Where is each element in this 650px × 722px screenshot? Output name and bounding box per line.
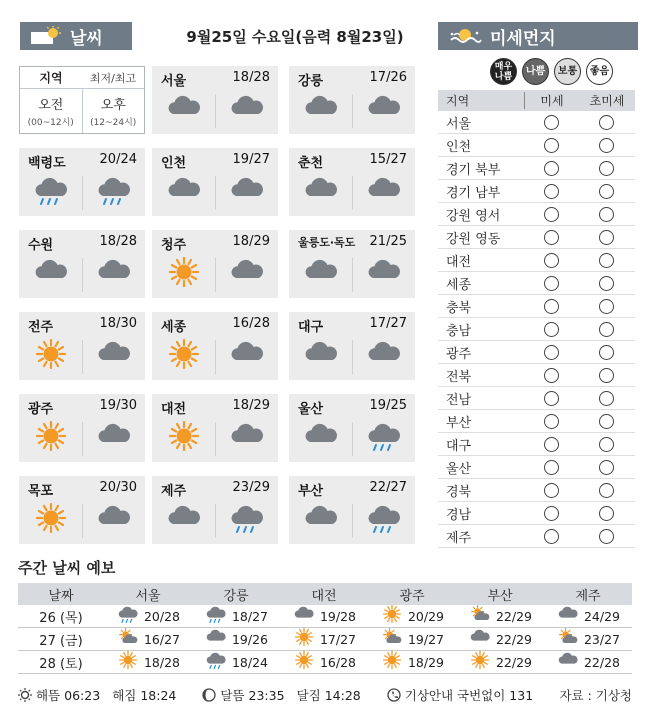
pm25-circle-icon xyxy=(599,368,614,383)
weekly-city-header: 대전 xyxy=(311,588,337,604)
pm25-circle-icon xyxy=(599,253,614,268)
city-temp: 16/28 xyxy=(232,316,270,331)
legend-temp-label: 최저/최고 xyxy=(89,71,137,85)
pm10-circle-icon xyxy=(544,230,559,245)
city-card xyxy=(152,312,278,380)
pm10-circle-icon xyxy=(544,161,559,176)
dust-row xyxy=(438,456,635,479)
cloud-icon xyxy=(364,175,404,209)
sunrise-label: 해뜸 xyxy=(36,688,61,703)
dust-head-region: 지역 xyxy=(446,94,470,108)
dust-region: 경북 xyxy=(446,484,472,500)
cloud-icon xyxy=(301,175,341,209)
dust-region: 강원 영서 xyxy=(446,208,501,224)
city-name: 전주 xyxy=(28,320,54,335)
cloud-icon xyxy=(227,257,267,291)
sunset-time: 18:24 xyxy=(140,687,177,703)
city-name: 백령도 xyxy=(28,156,66,171)
dust-table xyxy=(438,90,635,548)
city-temp: 19/25 xyxy=(369,398,407,413)
dust-region: 충남 xyxy=(446,323,472,339)
weekly-temp: 18/29 xyxy=(407,654,445,670)
city-temp: 19/30 xyxy=(99,398,137,413)
weekly-row xyxy=(18,605,632,628)
dust-region: 강원 영동 xyxy=(446,231,501,247)
city-card xyxy=(19,394,145,462)
city-temp: 17/26 xyxy=(369,70,407,85)
city-card xyxy=(289,66,415,134)
pm10-circle-icon xyxy=(544,460,559,475)
weather-header-title: 날씨 xyxy=(70,28,103,49)
cloud-icon xyxy=(556,605,580,627)
dust-region: 대구 xyxy=(446,438,472,454)
dust-region: 전남 xyxy=(446,392,472,408)
dust-row xyxy=(438,502,635,525)
pm25-circle-icon xyxy=(599,460,614,475)
city-card xyxy=(289,394,415,462)
city-name: 대구 xyxy=(298,320,324,335)
weekly-temp: 19/27 xyxy=(407,631,445,647)
city-temp: 18/29 xyxy=(232,234,270,249)
dust-row xyxy=(438,111,635,134)
city-temp: 18/28 xyxy=(232,70,270,85)
phone-icon xyxy=(387,688,401,702)
city-temp: 18/30 xyxy=(99,316,137,331)
dust-row xyxy=(438,364,635,387)
weekly-temp: 17/27 xyxy=(319,631,357,647)
dust-table-header xyxy=(438,90,635,111)
dust-region: 경남 xyxy=(446,507,472,523)
dust-region: 충북 xyxy=(446,300,472,316)
dust-row xyxy=(438,479,635,502)
weekly-row xyxy=(18,651,632,674)
dust-level-legend xyxy=(490,58,613,85)
pm10-circle-icon xyxy=(544,207,559,222)
pm25-circle-icon xyxy=(599,437,614,452)
city-temp: 18/28 xyxy=(99,234,137,249)
sun-icon xyxy=(468,651,492,673)
dust-region: 경기 북부 xyxy=(446,162,501,178)
legend-pm-label: 오후 xyxy=(100,98,126,113)
dust-header-icon xyxy=(448,26,482,46)
cloud-icon xyxy=(94,257,134,291)
moonset-label: 달짐 xyxy=(296,688,321,703)
sun-icon xyxy=(31,339,71,373)
city-temp: 23/29 xyxy=(232,480,270,495)
weather-info-line: 기상안내 국번없이 131 xyxy=(404,688,534,703)
dust-region: 울산 xyxy=(446,461,472,477)
weekly-table xyxy=(18,583,632,674)
weekly-temp: 18/27 xyxy=(231,608,269,624)
dust-region: 인천 xyxy=(446,139,472,155)
cloud-icon xyxy=(94,503,134,537)
weekly-city-header: 서울 xyxy=(135,588,161,604)
city-temp: 20/30 xyxy=(99,480,137,495)
cloud-icon xyxy=(301,503,341,537)
pm25-circle-icon xyxy=(599,115,614,130)
legend-am-label: 오전 xyxy=(38,98,64,113)
sunrise-time: 06:23 xyxy=(64,687,101,703)
city-temp: 20/24 xyxy=(99,152,137,167)
sun-icon xyxy=(164,339,204,373)
city-name: 광주 xyxy=(28,402,54,417)
weather-header xyxy=(20,22,132,50)
weekly-temp: 18/24 xyxy=(231,654,269,670)
pm10-circle-icon xyxy=(544,276,559,291)
city-name: 청주 xyxy=(161,238,187,253)
city-name: 목포 xyxy=(28,484,54,499)
cloud-icon xyxy=(292,605,316,627)
pm25-circle-icon xyxy=(599,483,614,498)
weekly-temp: 22/29 xyxy=(495,631,533,647)
cloud-icon xyxy=(301,421,341,455)
city-temp: 15/27 xyxy=(369,152,407,167)
dust-row xyxy=(438,387,635,410)
cloud-icon xyxy=(227,175,267,209)
weekly-temp: 20/28 xyxy=(143,608,181,624)
cloud-icon xyxy=(468,628,492,650)
dust-row xyxy=(438,318,635,341)
pm10-circle-icon xyxy=(544,253,559,268)
moonrise-time: 23:35 xyxy=(248,687,285,703)
cloud-icon xyxy=(204,628,228,650)
sun-icon xyxy=(380,651,404,673)
sun-cloud-icon xyxy=(116,628,140,650)
cloud-icon xyxy=(227,93,267,127)
city-card xyxy=(19,476,145,544)
sun-cloud-icon xyxy=(380,628,404,650)
cloud-icon xyxy=(31,257,71,291)
weekly-date: 27 (금) xyxy=(39,633,83,649)
sun-icon xyxy=(164,257,204,291)
pm25-circle-icon xyxy=(599,184,614,199)
weekly-temp: 22/29 xyxy=(495,608,533,624)
sun-icon xyxy=(31,503,71,537)
weekly-temp: 18/28 xyxy=(143,654,181,670)
city-name: 강릉 xyxy=(298,74,324,89)
pm25-circle-icon xyxy=(599,414,614,429)
dust-row xyxy=(438,157,635,180)
dust-row xyxy=(438,525,635,548)
city-card xyxy=(289,312,415,380)
pm10-circle-icon xyxy=(544,414,559,429)
dust-level-badge: 매우 나쁨 xyxy=(490,58,517,85)
dust-region: 부산 xyxy=(446,415,472,431)
city-temp: 19/27 xyxy=(232,152,270,167)
sun-icon xyxy=(116,651,140,673)
rain-cloud-icon xyxy=(204,651,228,673)
city-temp: 21/25 xyxy=(369,234,407,249)
weekly-date: 26 (목) xyxy=(39,610,83,626)
weekly-temp: 16/28 xyxy=(319,654,357,670)
pm25-circle-icon xyxy=(599,230,614,245)
city-name: 서울 xyxy=(161,74,187,89)
city-temp: 18/29 xyxy=(232,398,270,413)
pm10-circle-icon xyxy=(544,483,559,498)
weekly-city-header: 광주 xyxy=(399,588,425,604)
dust-region: 대전 xyxy=(446,254,472,270)
sun-icon xyxy=(31,421,71,455)
rain-cloud-icon xyxy=(204,605,228,627)
city-card xyxy=(19,312,145,380)
pm25-circle-icon xyxy=(599,161,614,176)
city-card xyxy=(152,230,278,298)
sun-icon xyxy=(292,651,316,673)
dust-row xyxy=(438,272,635,295)
cloud-icon xyxy=(164,175,204,209)
city-card xyxy=(289,230,415,298)
rain-cloud-icon xyxy=(31,175,71,209)
city-name: 인천 xyxy=(161,156,187,171)
sun-icon xyxy=(292,628,316,650)
sunset-label: 해짐 xyxy=(112,688,137,703)
weekly-row xyxy=(18,628,632,651)
city-card xyxy=(152,394,278,462)
source-credit: 자료 : 기상청 xyxy=(559,688,632,703)
weekly-temp: 19/28 xyxy=(319,608,357,624)
pm10-circle-icon xyxy=(544,115,559,130)
weekly-city-header: 부산 xyxy=(487,588,513,604)
legend-box xyxy=(19,66,145,134)
city-name: 춘천 xyxy=(298,156,324,171)
city-name: 울릉도·독도 xyxy=(298,236,356,249)
footer xyxy=(18,683,632,707)
dust-region: 서울 xyxy=(446,116,472,132)
pm10-circle-icon xyxy=(544,506,559,521)
cloud-icon xyxy=(364,339,404,373)
pm10-circle-icon xyxy=(544,345,559,360)
cloud-icon xyxy=(94,421,134,455)
city-card xyxy=(19,148,145,216)
pm25-circle-icon xyxy=(599,276,614,291)
city-card xyxy=(289,148,415,216)
weekly-temp: 22/29 xyxy=(495,654,533,670)
sun-cloud-icon xyxy=(468,605,492,627)
weekly-header xyxy=(18,583,632,605)
weekly-temp: 20/29 xyxy=(407,608,445,624)
city-card xyxy=(289,476,415,544)
moon-icon xyxy=(202,688,216,702)
cloud-icon xyxy=(301,339,341,373)
weekly-temp: 22/28 xyxy=(583,654,621,670)
sun-icon xyxy=(380,605,404,627)
weekly-temp: 23/27 xyxy=(583,631,621,647)
dust-head-pm10: 미세 xyxy=(524,92,579,109)
pm10-circle-icon xyxy=(544,322,559,337)
dust-row xyxy=(438,295,635,318)
weekly-date-header: 날짜 xyxy=(48,588,74,604)
city-name: 제주 xyxy=(161,484,187,499)
pm10-circle-icon xyxy=(544,437,559,452)
sunrise-icon xyxy=(18,688,32,702)
legend-am-hours: (00~12시) xyxy=(27,118,74,128)
dust-row xyxy=(438,341,635,364)
city-card xyxy=(152,148,278,216)
rain-cloud-icon xyxy=(94,175,134,209)
weekly-temp: 19/26 xyxy=(231,631,269,647)
dust-row xyxy=(438,203,635,226)
dust-row xyxy=(438,433,635,456)
legend-pm-hours: (12~24시) xyxy=(90,118,137,128)
city-temp: 22/27 xyxy=(369,480,407,495)
pm10-circle-icon xyxy=(544,391,559,406)
rain-cloud-icon xyxy=(116,605,140,627)
cloud-icon xyxy=(301,257,341,291)
rain-cloud-icon xyxy=(227,503,267,537)
city-name: 세종 xyxy=(161,320,187,335)
pm10-circle-icon xyxy=(544,299,559,314)
sun-cloud-icon xyxy=(556,628,580,650)
weekly-title: 주간 날씨 예보 xyxy=(18,559,116,577)
pm25-circle-icon xyxy=(599,322,614,337)
sun-icon xyxy=(164,421,204,455)
cloud-icon xyxy=(364,257,404,291)
dust-row xyxy=(438,134,635,157)
moonrise-label: 달뜸 xyxy=(220,688,245,703)
dust-head-pm25: 초미세 xyxy=(589,94,625,108)
pm10-circle-icon xyxy=(544,368,559,383)
weekly-date: 28 (토) xyxy=(39,656,83,672)
dust-level-badge: 나쁨 xyxy=(522,58,549,85)
weekly-temp: 16/27 xyxy=(143,631,181,647)
city-name: 수원 xyxy=(28,238,54,253)
dust-region: 광주 xyxy=(446,346,472,362)
pm10-circle-icon xyxy=(544,529,559,544)
pm10-circle-icon xyxy=(544,138,559,153)
dust-header xyxy=(438,22,638,50)
dust-region: 경기 남부 xyxy=(446,185,501,201)
cloud-icon xyxy=(556,651,580,673)
city-name: 부산 xyxy=(298,484,324,499)
pm10-circle-icon xyxy=(544,184,559,199)
dust-row xyxy=(438,180,635,203)
dust-row xyxy=(438,249,635,272)
rain-cloud-icon xyxy=(364,421,404,455)
dust-region: 세종 xyxy=(446,277,472,293)
pm25-circle-icon xyxy=(599,506,614,521)
dust-region: 제주 xyxy=(446,530,472,546)
cloud-icon xyxy=(301,93,341,127)
city-card xyxy=(19,230,145,298)
city-card xyxy=(152,66,278,134)
city-name: 울산 xyxy=(298,402,324,417)
pm25-circle-icon xyxy=(599,207,614,222)
pm25-circle-icon xyxy=(599,529,614,544)
pm25-circle-icon xyxy=(599,391,614,406)
weekly-city-header: 강릉 xyxy=(223,588,249,604)
legend-region-label: 지역 xyxy=(39,71,63,85)
dust-row xyxy=(438,410,635,433)
dust-region: 전북 xyxy=(446,369,472,385)
city-temp: 17/27 xyxy=(369,316,407,331)
pm25-circle-icon xyxy=(599,299,614,314)
moonset-time: 14:28 xyxy=(324,687,361,703)
city-name: 대전 xyxy=(161,402,187,417)
cloud-icon xyxy=(227,421,267,455)
weekly-temp: 24/29 xyxy=(583,608,621,624)
dust-row xyxy=(438,226,635,249)
dust-header-title: 미세먼지 xyxy=(490,28,556,49)
pm25-circle-icon xyxy=(599,138,614,153)
cloud-icon xyxy=(164,503,204,537)
pm25-circle-icon xyxy=(599,345,614,360)
cloud-icon xyxy=(364,93,404,127)
weather-header-icon xyxy=(30,26,62,46)
rain-cloud-icon xyxy=(364,503,404,537)
cloud-icon xyxy=(164,93,204,127)
date-line: 9월25일 수요일(음력 8월23일) xyxy=(186,28,404,46)
dust-level-badge: 보통 xyxy=(554,58,581,85)
city-card xyxy=(152,476,278,544)
cloud-icon xyxy=(227,339,267,373)
dust-level-badge: 좋음 xyxy=(586,58,613,85)
weekly-city-header: 제주 xyxy=(575,588,601,604)
cloud-icon xyxy=(94,339,134,373)
